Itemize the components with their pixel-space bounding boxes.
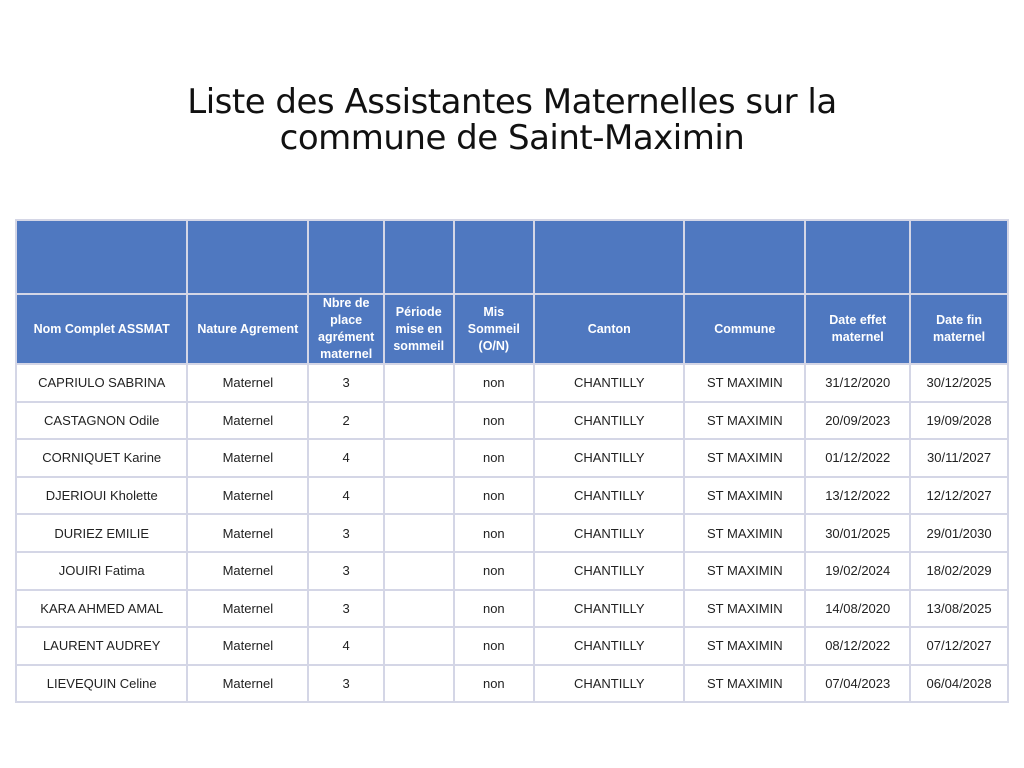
cell-nom: DURIEZ EMILIE	[17, 515, 186, 551]
cell-commune: ST MAXIMIN	[685, 515, 804, 551]
cell-canton: CHANTILLY	[535, 403, 683, 439]
cell-nom: CAPRIULO SABRINA	[17, 365, 186, 401]
cell-date-fin: 29/01/2030	[911, 515, 1007, 551]
cell-canton: CHANTILLY	[535, 628, 683, 664]
cell-nbre-place: 4	[309, 478, 383, 514]
column-header-periode-sommeil: Période mise en sommeil	[385, 295, 453, 363]
cell-nature: Maternel	[188, 403, 307, 439]
cell-nature: Maternel	[188, 515, 307, 551]
header-spacer-cell	[455, 221, 534, 293]
cell-commune: ST MAXIMIN	[685, 628, 804, 664]
cell-date-effet: 31/12/2020	[806, 365, 909, 401]
table-row	[17, 553, 1007, 589]
column-header-nom: Nom Complet ASSMAT	[17, 295, 186, 363]
cell-nature: Maternel	[188, 478, 307, 514]
cell-date-effet: 07/04/2023	[806, 666, 909, 702]
cell-commune: ST MAXIMIN	[685, 478, 804, 514]
cell-date-fin: 30/12/2025	[911, 365, 1007, 401]
cell-mis-sommeil: non	[455, 628, 534, 664]
cell-commune: ST MAXIMIN	[685, 440, 804, 476]
header-spacer-cell	[911, 221, 1007, 293]
cell-mis-sommeil: non	[455, 403, 534, 439]
column-header-row	[17, 295, 1007, 363]
table-row	[17, 365, 1007, 401]
cell-nature: Maternel	[188, 553, 307, 589]
cell-nbre-place: 2	[309, 403, 383, 439]
cell-date-effet: 19/02/2024	[806, 553, 909, 589]
cell-canton: CHANTILLY	[535, 515, 683, 551]
cell-nbre-place: 3	[309, 553, 383, 589]
cell-date-fin: 19/09/2028	[911, 403, 1007, 439]
cell-canton: CHANTILLY	[535, 478, 683, 514]
cell-date-effet: 01/12/2022	[806, 440, 909, 476]
table-row	[17, 515, 1007, 551]
header-spacer-cell	[309, 221, 383, 293]
page-title-line-1: Liste des Assistantes Maternelles sur la	[187, 82, 837, 122]
cell-nbre-place: 4	[309, 440, 383, 476]
cell-canton: CHANTILLY	[535, 553, 683, 589]
cell-canton: CHANTILLY	[535, 440, 683, 476]
cell-date-effet: 20/09/2023	[806, 403, 909, 439]
column-header-date-effet: Date effet maternel	[806, 295, 909, 363]
cell-date-fin: 30/11/2027	[911, 440, 1007, 476]
cell-periode-sommeil	[385, 553, 453, 589]
header-spacer-row	[17, 221, 1007, 293]
cell-nature: Maternel	[188, 365, 307, 401]
cell-nom: KARA AHMED AMAL	[17, 591, 186, 627]
cell-date-effet: 08/12/2022	[806, 628, 909, 664]
cell-date-fin: 13/08/2025	[911, 591, 1007, 627]
cell-nature: Maternel	[188, 591, 307, 627]
cell-nature: Maternel	[188, 628, 307, 664]
cell-periode-sommeil	[385, 440, 453, 476]
header-spacer-cell	[188, 221, 307, 293]
cell-date-fin: 18/02/2029	[911, 553, 1007, 589]
cell-date-effet: 13/12/2022	[806, 478, 909, 514]
cell-periode-sommeil	[385, 591, 453, 627]
column-header-nbre-place: Nbre de place agrément maternel	[309, 295, 383, 363]
cell-commune: ST MAXIMIN	[685, 403, 804, 439]
cell-periode-sommeil	[385, 365, 453, 401]
cell-periode-sommeil	[385, 515, 453, 551]
cell-nbre-place: 4	[309, 628, 383, 664]
cell-nom: CORNIQUET Karine	[17, 440, 186, 476]
cell-periode-sommeil	[385, 666, 453, 702]
header-spacer-cell	[806, 221, 909, 293]
cell-nature: Maternel	[188, 666, 307, 702]
header-spacer-cell	[535, 221, 683, 293]
header-spacer-cell	[17, 221, 186, 293]
cell-nature: Maternel	[188, 440, 307, 476]
cell-mis-sommeil: non	[455, 666, 534, 702]
cell-nbre-place: 3	[309, 365, 383, 401]
cell-date-fin: 06/04/2028	[911, 666, 1007, 702]
cell-commune: ST MAXIMIN	[685, 553, 804, 589]
cell-canton: CHANTILLY	[535, 365, 683, 401]
assmat-table	[15, 219, 1009, 703]
page-title-line-2: commune de Saint-Maximin	[279, 118, 745, 158]
cell-date-fin: 07/12/2027	[911, 628, 1007, 664]
table-row	[17, 666, 1007, 702]
table-row	[17, 403, 1007, 439]
cell-commune: ST MAXIMIN	[685, 666, 804, 702]
cell-mis-sommeil: non	[455, 591, 534, 627]
cell-nom: LAURENT AUDREY	[17, 628, 186, 664]
cell-mis-sommeil: non	[455, 553, 534, 589]
column-header-mis-sommeil: Mis Sommeil (O/N)	[455, 295, 534, 363]
cell-commune: ST MAXIMIN	[685, 365, 804, 401]
cell-date-effet: 14/08/2020	[806, 591, 909, 627]
cell-nbre-place: 3	[309, 591, 383, 627]
cell-nom: LIEVEQUIN Celine	[17, 666, 186, 702]
table-row	[17, 591, 1007, 627]
table-row	[17, 440, 1007, 476]
cell-mis-sommeil: non	[455, 515, 534, 551]
cell-date-fin: 12/12/2027	[911, 478, 1007, 514]
cell-nom: DJERIOUI Kholette	[17, 478, 186, 514]
cell-periode-sommeil	[385, 478, 453, 514]
column-header-date-fin: Date fin maternel	[911, 295, 1007, 363]
page-title	[0, 84, 1024, 156]
cell-nom: CASTAGNON Odile	[17, 403, 186, 439]
cell-mis-sommeil: non	[455, 365, 534, 401]
table-row	[17, 478, 1007, 514]
cell-periode-sommeil	[385, 628, 453, 664]
column-header-commune: Commune	[685, 295, 804, 363]
column-header-canton: Canton	[535, 295, 683, 363]
cell-commune: ST MAXIMIN	[685, 591, 804, 627]
cell-nom: JOUIRI Fatima	[17, 553, 186, 589]
header-spacer-cell	[385, 221, 453, 293]
cell-canton: CHANTILLY	[535, 591, 683, 627]
column-header-nature: Nature Agrement	[188, 295, 307, 363]
cell-nbre-place: 3	[309, 666, 383, 702]
cell-nbre-place: 3	[309, 515, 383, 551]
header-spacer-cell	[685, 221, 804, 293]
cell-date-effet: 30/01/2025	[806, 515, 909, 551]
cell-periode-sommeil	[385, 403, 453, 439]
cell-canton: CHANTILLY	[535, 666, 683, 702]
cell-mis-sommeil: non	[455, 440, 534, 476]
cell-mis-sommeil: non	[455, 478, 534, 514]
table-row	[17, 628, 1007, 664]
